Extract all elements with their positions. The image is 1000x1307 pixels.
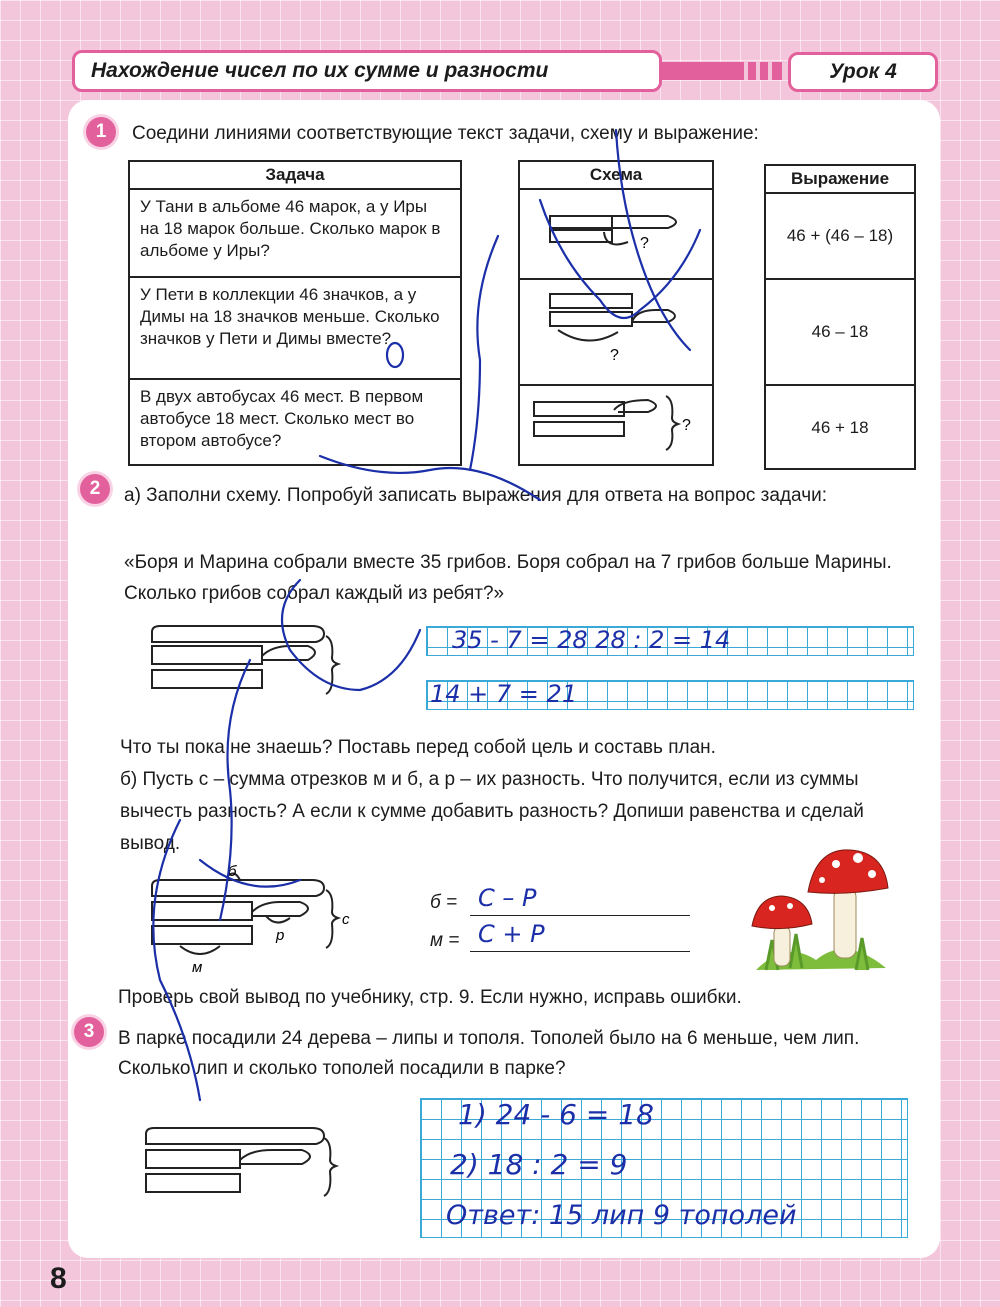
label-c: с bbox=[342, 911, 350, 928]
scheme2-question: ? bbox=[610, 347, 619, 364]
hw-equation-b: С – Р bbox=[478, 884, 537, 912]
task-2b-text: б) Пусть с – сумма отрезков м и б, а р – их разность. Что получится, если из суммы вычесть разность? А если к сумме добавить разность? Допиши равенства и сделай вывод. bbox=[120, 769, 864, 854]
task-1-number: 1 bbox=[86, 117, 116, 147]
expression-cell-2: 46 – 18 bbox=[766, 280, 914, 386]
expression-table-header: Выражение bbox=[766, 166, 914, 194]
task-table-header: Задача bbox=[130, 162, 460, 190]
task-3-text: В парке посадили 24 дерева – липы и тополя. Тополей было на 6 меньше, чем лип. Сколько лип и сколько тополей посадили в парке? bbox=[118, 1028, 860, 1079]
task-cell-3: В двух автобусах 46 мест. В первом автобусе 18 мест. Сколько мест во втором автобусе? bbox=[140, 387, 424, 450]
task-1-text: Соедини линиями соответствующие текст задачи, схему и выражение: bbox=[132, 123, 759, 144]
hw-task3-line2: 2) 18 : 2 = 9 bbox=[450, 1148, 628, 1181]
task-3-number: 3 bbox=[74, 1017, 104, 1047]
lesson-title: Нахождение чисел по их сумме и разности bbox=[72, 50, 662, 92]
hw-task3-answer: Ответ: 15 лип 9 тополей bbox=[446, 1200, 797, 1231]
scheme3-question: ? bbox=[682, 417, 691, 434]
equation-b-left: б = bbox=[430, 892, 458, 913]
task-2-quote: «Боря и Марина собрали вместе 35 грибов. Боря собрал на 7 грибов больше Марины. Сколько грибов собрал каждый из ребят?» bbox=[124, 552, 892, 604]
scheme-table-header: Схема bbox=[520, 162, 712, 190]
scheme1-question: ? bbox=[640, 235, 649, 252]
hw-equation-m: С + Р bbox=[478, 920, 545, 948]
task-cell-1: У Тани в альбоме 46 марок, а у Иры на 18 марок больше. Сколько марок в альбоме у Иры? bbox=[130, 190, 460, 278]
equation-m-left: м = bbox=[430, 930, 460, 951]
label-m: м bbox=[192, 959, 203, 976]
hw-task3-line1: 1) 24 - 6 = 18 bbox=[458, 1098, 654, 1131]
task-2-number: 2 bbox=[80, 474, 110, 504]
task-2-check-text: Проверь свой вывод по учебнику, стр. 9. Если нужно, исправь ошибки. bbox=[118, 987, 742, 1008]
hw-answer-2a-line2: 14 + 7 = 21 bbox=[430, 680, 578, 708]
hw-answer-2a-line1: 35 - 7 = 28 28 : 2 = 14 bbox=[452, 626, 731, 654]
task-cell-2: У Пети в коллекции 46 значков, а у Димы на 18 значков меньше. Сколько значков у Пети и Димы вместе? bbox=[130, 278, 460, 380]
expression-cell-1: 46 + (46 – 18) bbox=[766, 194, 914, 280]
task-2a-text: а) Заполни схему. Попробуй записать выражения для ответа на вопрос задачи: bbox=[124, 485, 827, 506]
label-p: р bbox=[276, 927, 285, 944]
task-2-plan-text: Что ты пока не знаешь? Поставь перед собой цель и составь план. bbox=[120, 737, 716, 758]
label-b: б bbox=[228, 863, 237, 880]
page-number: 8 bbox=[50, 1262, 67, 1295]
expression-cell-3: 46 + 18 bbox=[811, 418, 869, 437]
lesson-number: Урок 4 bbox=[788, 52, 938, 92]
